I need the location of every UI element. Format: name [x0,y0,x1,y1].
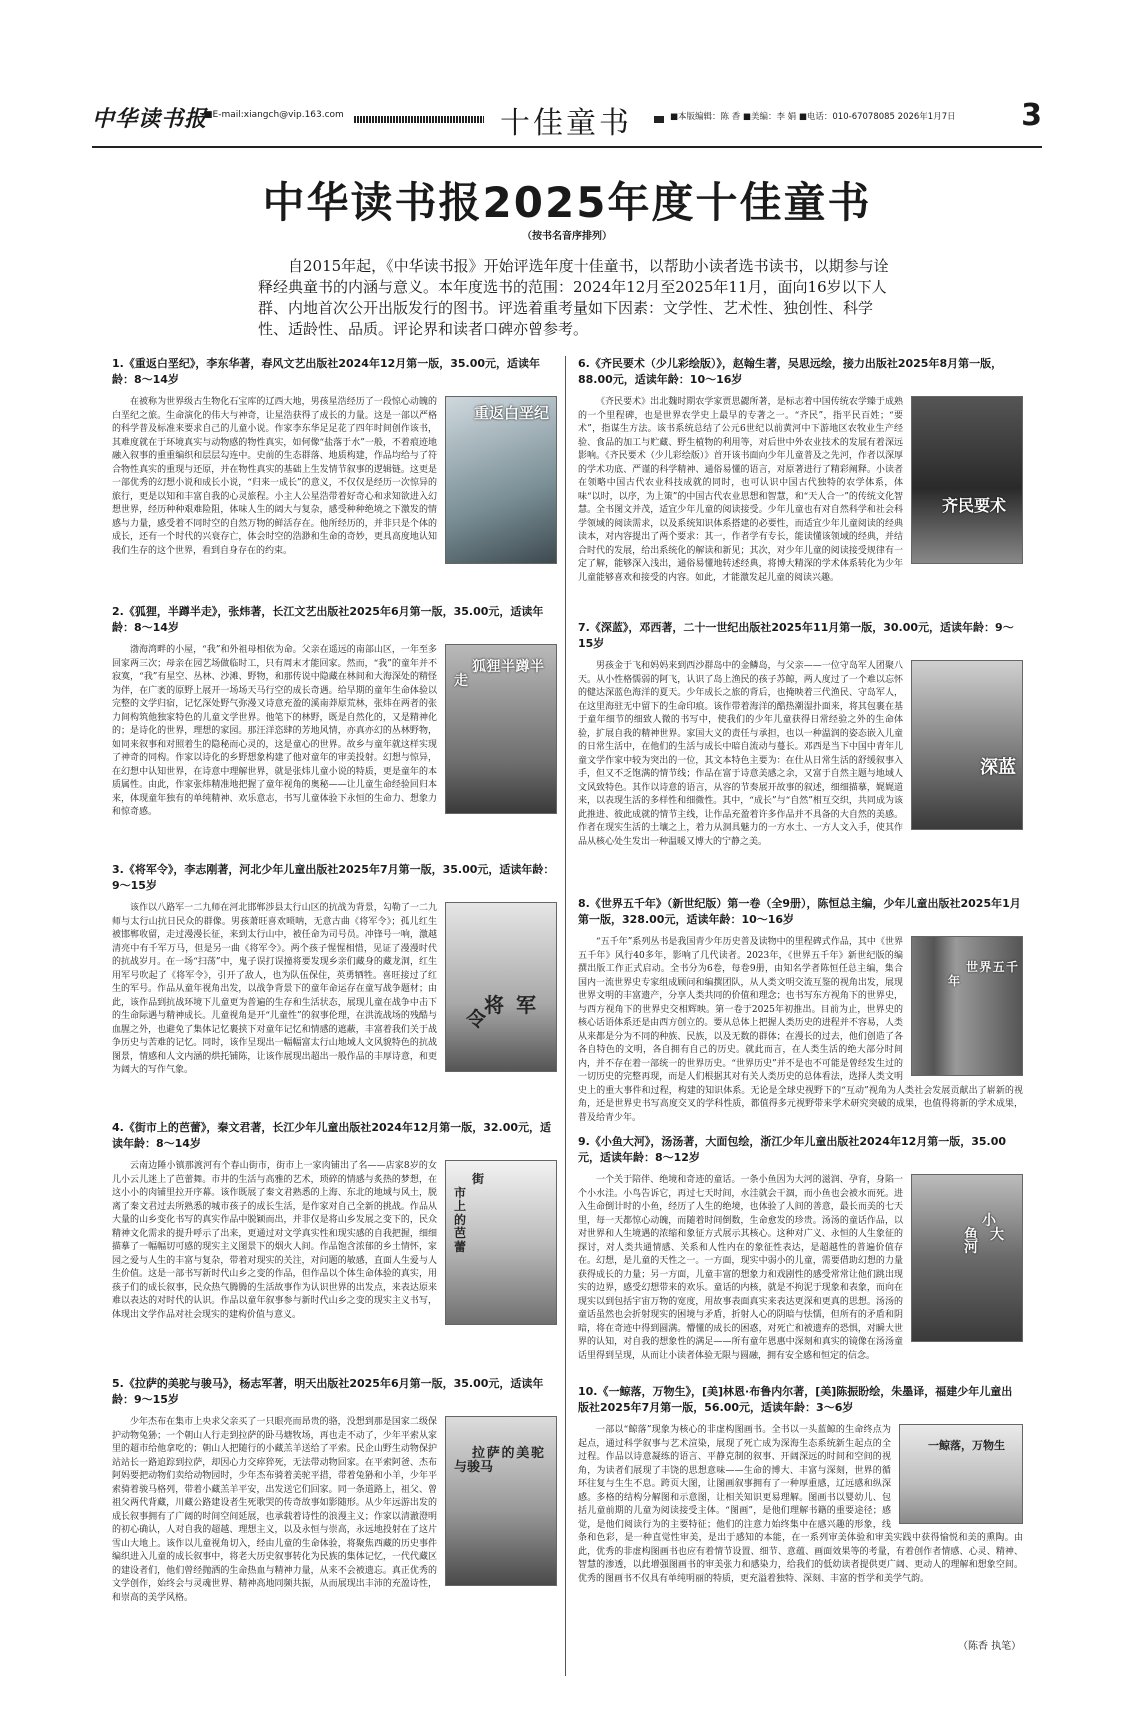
book-entry-9 [578,1134,1023,1363]
entry-body [112,902,557,1078]
entry-heading: 8.《世界五千年》（新世纪版）第一卷（全9册），陈恒总主编，少年儿童出版社2025年1月第一版，328.00元，适读年龄：10～16岁 [578,897,1021,926]
masthead-rule [92,146,1042,148]
decorative-bar [354,116,484,123]
book-entry-5 [112,1376,557,1605]
page-subline: （按书名音序排列） [522,231,612,242]
author-signature: （陈香 执笔） [958,1641,1022,1652]
entry-body [578,660,1023,849]
entry-body [578,1424,1023,1586]
cover-title: 狐狸半蹲半走 [454,659,544,689]
book-cover-image [445,1160,557,1325]
book-cover-image [445,1416,557,1586]
entry-text: 一个关于陪伴、绝境和奇迹的童话。一条小鱼因为大河的滋润、孕育，身陷一个小水洼。小鸟告诉它，再过七天时间，水洼就会干涸，而小鱼也会被水而死。进入生命倒计时的小鱼，经历了人生的绝境，也体验了人间的善意，最长而美的七天里，每一天都惊心动魄，而随着时间倒数，生命愈发的珍贵。汤汤的童话作品，以对世界和人生境遇的浓缩和象征方式展示其核心。这种对广义、永恒的人生象征的探讨，对人类共通情感、关系和人性内在的象征性表达，是超越性的普遍价值存在。幻想，是儿童的天性之一。一方面，现实中弱小的儿童，需要借助幻想的力量获得成长的力量；另一方面，儿童丰富的想象力和戏剧性的感受常常让他们跳出现实的边界，感受幻想带来的欢乐。童话的内核，就是不拘泥于现象和表象，而向在现实以到包括宇宙万物的宽度，用故事表面真实来表达更深和更真的思想。汤汤的童话虽然也会折射现实的困境与矛盾，折射人心的阴暗与怯懦，但所有的矛盾和阴暗，将在奇迹中得到圆满。懵懂的成长的困惑，对死亡和被遗弃的恐惧，对瞬大世界的认知，对自我的想象性的满足——所有童年恩惠中深刻和真实的镜像在汤汤童话里得到呈现，从而让小读者体验无限与圆融，拥有安全感和恒定的信念。 [578,1175,903,1361]
page-headline: 中华读书报2025年度十佳童书 [262,178,872,227]
book-cover-image [445,902,557,1072]
cover-title: 小鱼大河 [964,1213,1004,1256]
book-cover-image [899,1424,1023,1524]
section-title: 十佳童书 [500,106,632,141]
column-divider [565,356,566,1676]
entry-heading: 4.《街市上的芭蕾》，秦文君著，长江少年儿童出版社2024年12月第一版，32.00元，适读年龄：8～14岁 [112,1121,552,1150]
entry-body [112,1416,557,1605]
book-cover-image [445,396,557,564]
decorative-bar [654,116,664,123]
book-entry-4 [112,1120,557,1329]
book-entry-2 [112,604,557,820]
entry-text: 云南边陲小镇那渡河有个春山街市，街市上一家肉铺出了名——店家8岁的女儿小云儿迷上了芭蕾舞。市井的生活与高雅的艺术，琐碎的情感与炙热的梦想，在这小小的肉铺里拉开序幕。该作既展了秦文君熟悉的上海、东北的地域与风土，脱离了秦文君过去所熟悉的城市孩子的成长生活，是作家对自己全新的挑战。作品从大量的山乡变化书写的真实作品中脱颖而出，并非仅是将山乡发展之变下的，民众精神文化需求的提升呼示了出来，更通过对文学真实性和现实感的自我把握，细细描摹了一幅幅切可感的现实主义图景下的烟火人间。作品饱含浓郁的乡土情怀，家园之爱与人生的丰富与复杂，带着对现实的关注，对问题的敏感，直面人生爱与人生价值。这是一部书写新时代山乡之变的作品，但作品以个体生命体验的真实，用孩子们的成长叙事，民众热气腾腾的生活故事作为认识世界的出发点，来表达原来难以表达的对时代的认识。作品以童年叙事参与新时代山乡之变的现实主义书写，体现出文学作品对社会现实的建构价值与意义。 [112,1161,437,1320]
book-cover-image [445,644,557,814]
entry-body [578,396,1023,585]
cover-title: 拉萨的美驼与骏马 [454,1446,544,1475]
entry-heading: 3.《将军令》，李志刚著，河北少年儿童出版社2025年7月第一版，35.00元，适读年龄：9～15岁 [112,863,555,892]
book-cover-image [911,660,1023,830]
entry-heading: 5.《拉萨的美驼与骏马》，杨志军著，明天出版社2025年6月第一版，35.00元，适读年龄：9～15岁 [112,1377,544,1406]
entry-body [112,396,557,558]
book-entry-1 [112,356,557,568]
cover-title: 深蓝 [980,757,1016,778]
book-entry-10 [578,1384,1023,1586]
cover-title: 将军令 [466,993,536,1031]
cover-title: 世界五千年 [948,960,1018,988]
entry-text: 一部以“鲸落”现象为核心的非虚构图画书。全书以一头蓝鲸的生命终点为起点，通过科学叙事与艺术渲染，展现了死亡成为深海生态系统新生起点的全过程。作品以诗意凝练的语言、平静克制的叙事、开阔深远的时间和空间的视角，为读者们展现了丰饶的思想意味——生命的博大、丰富与深刻，世界的循环往复与生生不息。跨页大图，让图画叙事拥有了一种厚重感，辽远感和纵深感。多格的结构分解图和示意图，让相关知识更易理解。图画书以婴幼儿、包括儿童前期的儿童为阅读接受主体。“图画”，是他们理解书籍的重要途径；感觉，是他们阅读行为的主要特征；他们的注意力始终集中在感兴趣的形象，线条和色彩，是一种直觉性审美，是出于感知的本能，在一系列审美体验和审美实践中获得愉悦和美的熏陶。由此，优秀的非虚构图画书也应有着情节设置、细节、意蕴、画面效果等的考量，有着创作者情感、心灵、精神、智慧的渗透，以此增强图画书的审美张力和感染力，给我们的低幼读者提供更广阔、更动人的理解和想象空间。优秀的图画书不仅具有单纯明丽的特质，更充溢着独特、深刻、丰富的哲学和美学气韵。 [578,1425,1023,1584]
cover-title: 重返白垩纪 [474,404,550,422]
entry-text: 该作以八路军一二九师在河北邯郸涉县太行山区的抗战为背景，勾勒了一二九师与太行山抗日民众的群像。男孩萧旺喜欢唢呐，无意古曲《将军令》；孤儿红生被邯郸收留，走过漫漫长征，来到太行山中，被任命为司号员。冲锋号一响，激越清亮中有千军万马，但是另一曲《将军令》。两个孩子惺惺相惜，见证了漫漫时代的抗战岁月。在一场“扫荡”中，鬼子误打误撞将要发现乡亲们藏身的藏龙洞，红生用军号吹起了《将军令》，引开了敌人，也为队伍保住，英勇牺牲。喜旺接过了红生的军号。作品从童年视角出发，以战争背景下的童年命运存在童写战争题材；由此，该作品到抗战环境下儿童更为普遍的生存和生活状态，展现儿童在战争中击下的生命际遇与精神成长。儿童视角是开“儿童性”的叙事伦理，在洪流战场的残酷与血腥之外，也避免了集体记忆裹挟下对童年记忆和情感的遮蔽，丰富着我们关于战争历史与苦难的记忆。同时，该作呈现出一幅幅富太行山地域人文风貌特色的抗战图景，情感和人文内涵的烘托铺陈，让该作展现出超出一般作品的丰厚诗意，和更为阔大的写作气象。 [112,903,437,1075]
editor-email: ■E-mail:xiangch@vip.163.com [204,110,344,120]
entry-body [112,1160,557,1322]
book-cover-image [911,396,1023,564]
entry-text: 少年杰布在集市上央求父亲买了一只眼亮而昂贵的骆，没想到那是国家二级保护动物兔狲；一个朝山人行走到拉萨的卧马塘牧场，再也走不动了，少年平索从家里的超市给他拿吃的；朝山人把随行的小藏羔羊送给了平索。民企山野生动物保护站站长一路追踪到拉萨，却因心力交瘁猝死，无法带动物回家。在平索阿爸、杰布阿妈要把动物们卖给动物园时，少年杰布骑着美驼平措，带着兔狲和小羊，少年平索骑着骏马格列，带着小藏羔羊平安，出发送它们回家。同一条道路上，祖父、曾祖父两代背藏，川藏公路建设者生死歌哭的传奇故事如影随形。从少年远游出发的成长叙事拥有了广阔的时间空间延展，也承载着诗性的浪漫主义；作家以清澈澄明的初心确认，人对自我的超越、理想主义，以及永恒与崇高，永远地投射在了这片雪山大地上。该作以儿童视角切入，经由儿童的生命体验，将聚焦西藏的历史事件编织进入儿童的成长叙事中，将老大历史叙事转化为民族的集体记忆，一代代藏区的建设者们，他们曾经抛洒的生命热血与精神力量，从来不会被遗忘。真正优秀的文学创作，始终会与灵魂世界、精神高地同频共振，从而展现出丰沛的充盈诗性，和崇高的美学风格。 [112,1417,437,1603]
page-number: 3 [1021,98,1042,133]
entry-body [112,644,557,820]
entry-heading: 2.《狐狸，半蹲半走》，张炜著，长江文艺出版社2025年6月第一版，35.00元，适读年龄：8～14岁 [112,605,544,634]
entry-text: 渤海湾畔的小屋，“我”和外祖母相依为命。父亲在遥远的南部山区，一年至多回家两三次；母亲在园艺场做临时工，只有周末才能回家。然而，“我”的童年并不寂寞，“我”有星空、丛林、沙滩、野物，和那传说中隐藏在林间和大海深处的精怪为伴，在广袤的原野上展开一场场天马行空的成长奇遇。给早期的童年生命体验以完整的文学归宿，记忆深处野气弥漫又诗意充盈的溪南莽原荒林，张炜在两者的张力间构筑他独家特色的儿童文学世界。他笔下的林野，既是自然化的，又是精神化的；是诗化的世界，理想的家园。那汪洋恣肆的芳地风情，亦真亦幻的丛林野物，如同来叙事和对照着生的隐秘而心灵的，这是童心的世界。故乡与童年就这样实现了神奇的同构。作家以诗化的乡野想象构建了他对童年的审美投射。幻想与惊异，在幻想中认知世界，在诗意中理解世界，就是张炜儿童小说的特质，更是童年的本质属性。由此，作家张炜精准地把握了童年视角的奥秘——让儿童生命经验回归本来，体现童年独有的单纯精神、欢乐意志，书写儿童体验下永恒的生命力、想象力和惊奇感。 [112,645,437,817]
entry-heading: 6.《齐民要术（少儿彩绘版）》，赵翰生著，吴思远绘，接力出版社2025年8月第一版，88.00元，适读年龄：10～16岁 [578,357,1003,386]
entry-heading: 7.《深蓝》，邓西著，二十一世纪出版社2025年11月第一版，30.00元，适读年龄：9～15岁 [578,621,1014,650]
entry-body [578,1174,1023,1363]
book-cover-image [911,936,1023,1076]
entry-text: 男孩金于飞和妈妈来到西沙群岛中的金鳞岛，与父亲——一位守岛军人团聚八天。从小性格懦弱的阿飞，认识了岛上渔民的孩子苏鲸，两人度过了一个难以忘怀的健达深蓝色海洋的夏天。少年成长之旅的背后，也掩映着三代渔民、守岛军人，在这里海驻无中留下的生命印痕。该作带着海洋的酷热潮湿扑面来，将其包裹在基于童年细节的细致人微的书写中，使我们的少年儿童获得日常经验之外的生命体验，扩展自我的精神世界。家国大义的责任与承担，也以一种温润的姿态嵌入儿童的日常生活中，在他们的生活与成长中暗自流动与蔓长。邓西是当下中国中青年儿童文学作家中较为突出的一位，其文本特色主要为：在仕从日常生活的舒缓叙事入手，但又不乏饱满的情节线；作品在富于诗意美感之余，又富于自然主题与地域人文风致特色。其作以诗意的语言，从容的节奏展开故事的叙述，细细描摹，娓娓道来，以表现生活的多样性和细微性。其中，“成长”与“自然”相互交织，共同成为该此推进、彼此成就的情节主线，让作品充盈着许多作品并不具备的大自然的美感。作者在现实生活的土壤之上，着力从洞具魅力的一方水土、一方人文入手，使其作品从核心处生发出一种温暖又博大的宁静之美。 [578,661,903,847]
entry-text: “五千年”系列丛书是我国青少年历史普及读物中的里程碑式作品，其中《世界五千年》风行40多年，影响了几代读者。2023年，《世界五千年》新世纪版的编撰出版工作正式启动。全书分为6卷，每卷9册，由知名学者陈恒任总主编，集合国内一流世界史专家组成顾问和编撰团队，从人类文明交流互鉴的视角出发，展现世界文明的丰富遗产，分享人类共同的价值和理念；也书写东方视角下的世界史，与西方视角下的世界史交相辉映。第一卷于2025年初推出。目前为止，世界史的核心话语体系还是由西方创立的。要从总体上把握人类历史的进程并不容易，人类从来都是分为不同的种族、民族，以及无数的群体；在漫长的过去，他们创造了各各自特色的文明，各自拥有自己的历史。就此而言，在人类生活的绝大部分时间内，并不存在着一部统一的世界历史。“世界历史”并不是也不可能是曾经发生过的一切历史的完整再现，而是人们根据其对有关人类历史的总体看法，选择人类文明史上的重大事件和过程，构建的知识体系。无论是全球史视野下的“互动”视角为人类社会发展贡献出了崭新的视角，还是世界史书写高度交叉的学科性质，都值得多元视野带来学术研究突破的成果，也值得将新的学术成果，普及给青少年。 [578,937,1023,1123]
book-cover-image [911,1174,1023,1342]
newspaper-logo: 中华读书报 [92,106,208,132]
masthead [92,98,1042,144]
entry-heading: 10.《一鲸落，万物生》，[美]林恩·布鲁内尔著，[美]陈振盼绘，朱墨译，福建少年儿童出版社2025年7月第一版，56.00元，适读年龄：3～6岁 [578,1385,1013,1414]
entry-text: 《齐民要术》出北魏时期农学家贾思勰所著，是标志着中国传统农学臻于成熟的一个里程碑，也是世界农学史上最早的专著之一。“齐民”，指平民百姓；“要术”，指谋生方法。该书系统总结了公元6世纪以前黄河中下游地区农牧业生产经验、食品的加工与贮藏、野生植物的利用等，对后世中外农业技术的发展有着深远影响。《齐民要术（少儿彩绘版）》首开该书面向少年儿童普及之先河，作者以深厚的学术功底、严谨的科学精神、通俗易懂的语言，对原著进行了精彩阐释。小读者在领略中国古代农业科技成就的同时，也可认识中国古代独特的农学体系，体味“以时，以序，为上策”的中国古代农业思想和智慧，和“天人合一”的传统文化智慧。全书图文并茂，适宜少年儿童的阅读接受。少年儿童也有对自然科学和社会科学领域的阅读需求，以及系统知识体系搭建的必要性，而适宜少年儿童阅读的经典读本，对内容提出了两个要求：其一，作者学有专长，能读懂该领域的经典，并结合时代的发展，给出系统化的解读和新见；其次，对少年儿童的阅读接受规律有一定了解，能够深入浅出，通俗易懂地转述经典，将博大精深的学术体系转化为少年儿童能够喜欢和接受的内容。如此，才能激发起儿童的阅读兴趣。 [578,397,903,583]
cover-title: 街市上的芭蕾 [454,1172,485,1254]
intro-paragraph: 自2015年起，《中华读书报》开始评选年度十佳童书，以帮助小读者选书读书，以期参与诠释经典童书的内涵与意义。本年度选书的范围：2024年12月至2025年11月，面向16岁以下人群、内地首次公开出版发行的图书。评选着重考量如下因素：文学性、艺术性、独创性、科学性、适龄性、品质。评论界和读者口碑亦曾参考。 [258,257,889,338]
entry-heading: 9.《小鱼大河》，汤汤著，大面包绘，浙江少年儿童出版社2024年12月第一版，35.00元，适读年龄：8～12岁 [578,1135,1007,1164]
cover-title: 齐民要术 [942,496,1007,515]
editor-info: ■本版编辑：陈 香 ■美编：李 娟 ■电话：010-67078085 2026年1月7日 [670,112,956,122]
book-entry-8 [578,896,1023,1125]
book-entry-7 [578,620,1023,849]
entry-text: 在被称为世界级古生物化石宝库的辽西大地，男孩星浩经历了一段惊心动魄的白垩纪之旅。生命演化的伟大与神奇，让星浩获得了成长的力量。这是一部以严格的科学普及标准来要求自己的儿童小说。作家李东华足足花了四年时间创作该书，其难度就在于环境真实与动物感的物性真实，如何像“盐落于水”一般，不着痕迹地融入叙事的重重编织和层层勾连中。史前的生态群落、地质构建，作品均给与了符合物性真实的重现与还原，并在物性真实的基础上生发情节叙事的逻辑链。这更是一部优秀的幻想小说和成长小说，“归来一成长”的意义，不仅仅是经历一次惊异的旅行，更是以知和丰富自我的心灵旅程。小主人公星浩带着好奇心和求知欲进入幻想世界，经历种种艰难险阻，体味人生的阔大与复杂，感受种种绝境之下激发的情感与力量，感受着不同时空的自然万物的鲜活存在。他所经历的，并非只是个体的成长，还有一个时代的兴衰存亡，体会时空的浩渺和生命的奇妙，更具高度地认知我们生存的这个世界，看到自身存在的约束。 [112,397,437,556]
entry-heading: 1.《重返白垩纪》，李东华著，春风文艺出版社2024年12月第一版，35.00元，适读年龄：8～14岁 [112,357,541,386]
book-entry-6 [578,356,1023,585]
cover-title: 一鲸落，万物生 [928,1439,1005,1452]
book-entry-3 [112,862,557,1078]
entry-body [578,936,1023,1125]
